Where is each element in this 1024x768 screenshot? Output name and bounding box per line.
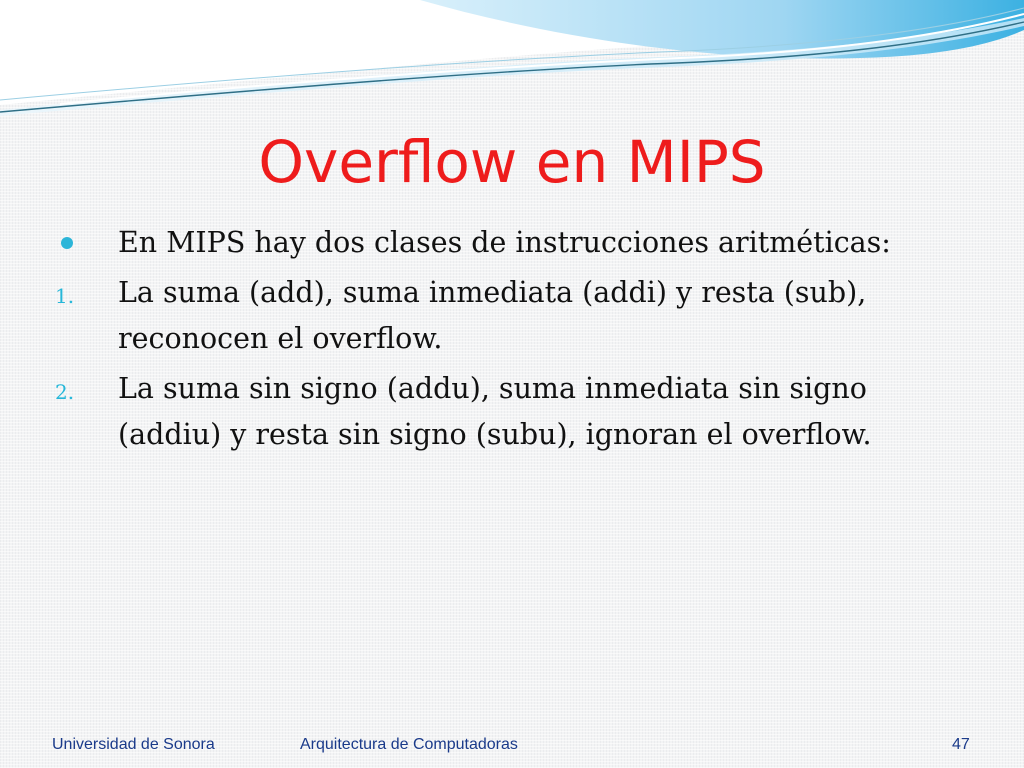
header-wave-decoration <box>0 0 1024 130</box>
bullet-item <box>0 220 1024 266</box>
footer-university: Universidad de Sonora <box>52 736 215 753</box>
slide-number: 47 <box>952 736 970 753</box>
slide-title: Overflow en MIPS <box>258 128 766 196</box>
numbered-item-text: La suma sin signo (addu), suma inmediata sin signo (addiu) y resta sin signo (subu), ignoran el overflow. <box>118 372 872 451</box>
footer-course: Arquitectura de Computadoras <box>300 736 518 753</box>
slide-content <box>0 220 1024 458</box>
numbered-item <box>0 270 1024 362</box>
numbered-item-text: La suma (add), suma inmediata (addi) y resta (sub), reconocen el overflow. <box>118 276 867 355</box>
numbered-item-marker: 1. <box>55 284 75 308</box>
bullet-item-text: En MIPS hay dos clases de instrucciones aritméticas: <box>118 226 891 259</box>
numbered-item <box>0 366 1024 458</box>
numbered-item-marker: 2. <box>55 380 75 404</box>
bullet-icon <box>61 237 73 249</box>
